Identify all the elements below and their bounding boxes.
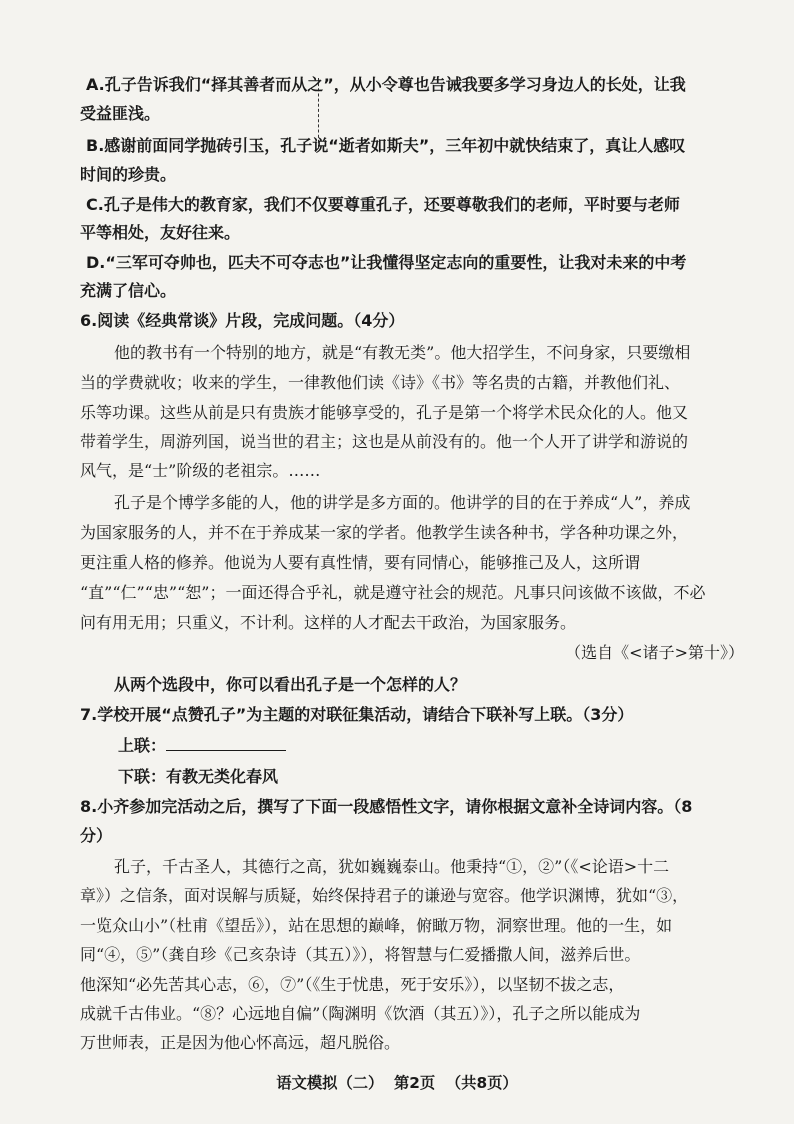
- q6-p2-line: 更注重人格的修养。他说为人要有真性情，要有同情心，能够推己及人，这所谓: [80, 553, 641, 572]
- q6-p2-line: 孔子是个博学多能的人，他的讲学是多方面的。他讲学的目的在于养成“人”，养成: [114, 493, 691, 512]
- q8-line: 孔子，千古圣人，其德行之高，犹如巍巍泰山。他秉持“①，②”（《<论语>十二: [114, 857, 670, 876]
- q8-line: 万世师表，正是因为他心怀高远，超凡脱俗。: [80, 1033, 401, 1052]
- q8-title-line2: 分）: [80, 826, 113, 845]
- q6-p1-line: 当的学费就收；收来的学生，一律教他们读《诗》《书》等名贵的古籍，并教他们礼、: [80, 373, 681, 392]
- q7-upper-blank[interactable]: [166, 736, 286, 751]
- option-c-line2: 平等相处，友好往来。: [80, 223, 241, 242]
- option-d-line2: 充满了信心。: [80, 281, 177, 300]
- option-c-line1: C.孔子是伟大的教育家，我们不仅要尊重孔子，还要尊敬我们的老师，平时要与老师: [86, 195, 680, 214]
- q6-source: （选自《<诸子>第十》）: [565, 643, 744, 662]
- option-b-line1: B.感谢前面同学抛砖引玉，孔子说“逝者如斯夫”，三年初中就快结束了，真让人感叹: [86, 136, 686, 155]
- option-d-line1: D.“三军可夺帅也，匹夫不可夺志也”让我懂得坚定志向的重要性，让我对未来的中考: [86, 253, 687, 272]
- q6-question: 从两个选段中，你可以看出孔子是一个怎样的人？: [114, 675, 467, 694]
- q8-line: 一览众山小”（杜甫《望岳》），站在思想的巅峰，俯瞰万物，洞察世理。他的一生，如: [80, 916, 673, 935]
- q6-p1-line: 风气，是“士”阶级的老祖宗。……: [80, 461, 321, 480]
- q7-lower-couplet: 下联：有教无类化春风: [118, 767, 279, 786]
- q7-upper-couplet: [118, 733, 286, 756]
- q8-line: 他深知“必先苦其心志，⑥，⑦”（《生于忧患，死于安乐》），以坚韧不拔之志，: [80, 975, 625, 994]
- q8-title-line1: 8.小齐参加完活动之后，撰写了下面一段感悟性文字，请你根据文意补全诗词内容。（8: [80, 797, 693, 816]
- q6-p1-line: 乐等功课。这些从前是只有贵族才能够享受的，孔子是第一个将学术民众化的人。他又: [80, 403, 689, 422]
- q6-p1-line: 带着学生，周游列国，说当世的君主；这也是从前没有的。他一个人开了讲学和游说的: [80, 432, 689, 451]
- option-a-line2: 受益匪浅。: [80, 104, 161, 123]
- q8-line: 成就千古伟业。“⑧？心远地自偏”（陶渊明《饮酒（其五）》），孔子之所以能成为: [80, 1004, 641, 1023]
- page-footer: 语文模拟（二） 第2页 （共8页）: [276, 1074, 518, 1092]
- q8-line: 同“④，⑤”（龚自珍《己亥杂诗（其五）》），将智慧与仁爱播撒人间，滋养后世。: [80, 945, 641, 964]
- q6-p1-line: 他的教书有一个特别的地方，就是“有教无类”。他大招学生，不问身家，只要缴相: [114, 343, 691, 362]
- q6-p2-line: 为国家服务的人，并不在于养成某一家的学者。他教学生读各种书，学各种功课之外，: [80, 523, 689, 542]
- q6-p2-line: 问有用无用；只重义，不计利。这样的人才配去干政治，为国家服务。: [80, 613, 577, 632]
- q6-title: 6.阅读《经典常谈》片段，完成问题。（4分）: [80, 311, 405, 330]
- option-a-line1: A.孔子告诉我们“择其善者而从之”，从小令尊也告诫我要多学习身边人的长处，让我: [86, 75, 686, 94]
- q8-line: 章》）之信条，面对误解与质疑，始终保持君子的谦逊与宽容。他学识渊博，犹如“③，: [80, 886, 689, 905]
- q7-title: 7.学校开展“点赞孔子”为主题的对联征集活动，请结合下联补写上联。（3分）: [80, 705, 634, 724]
- option-b-line2: 时间的珍贵。: [80, 165, 177, 184]
- q7-upper-label: 上联：: [118, 736, 167, 755]
- q6-p2-line: “直”“仁”“忠”“恕”；一面还得合乎礼，就是遵守社会的规范。凡事只问该做不该做，不必: [80, 583, 706, 602]
